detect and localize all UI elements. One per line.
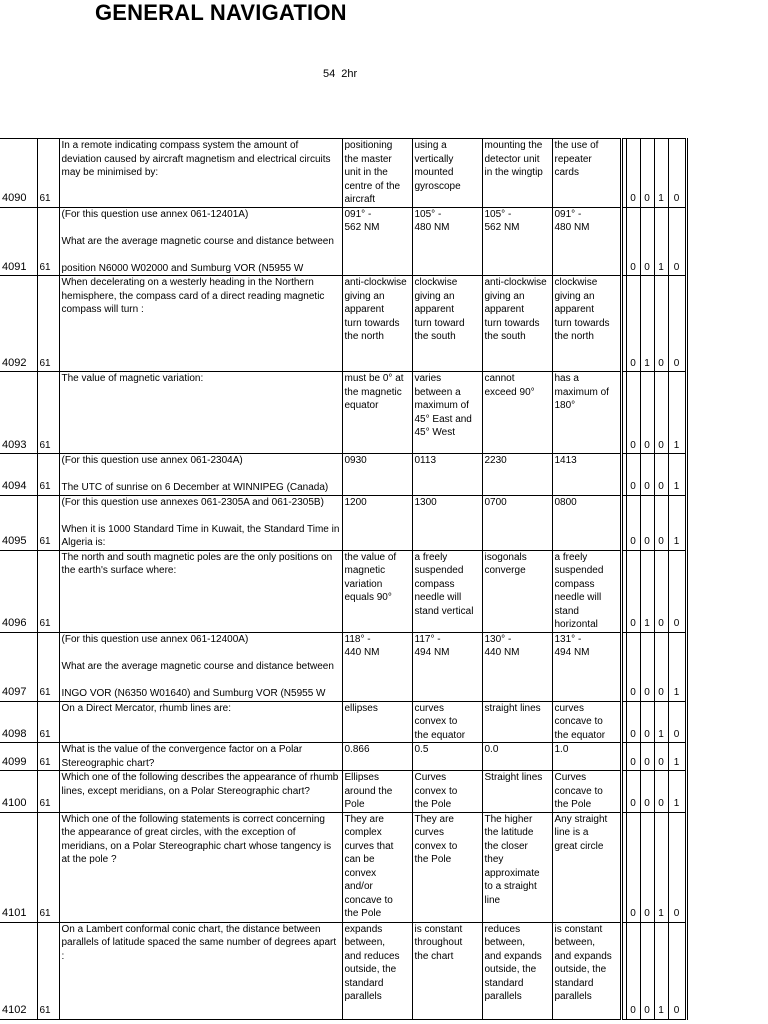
answer-option: curves concave to the equator <box>552 701 621 743</box>
answer-key-flag: 1 <box>668 771 686 813</box>
question-row <box>0 372 686 454</box>
question-row <box>0 495 686 550</box>
answer-option: isogonals converge <box>482 550 552 632</box>
question-number: 4100 <box>0 771 37 813</box>
question-number: 4094 <box>0 454 37 496</box>
subject-code: 61 <box>37 701 59 743</box>
answer-key-flag: 0 <box>640 771 654 813</box>
answer-option: a freely suspended compass needle will stand vertical <box>412 550 482 632</box>
subject-code: 61 <box>37 139 59 208</box>
answer-key-flag: 0 <box>654 372 668 454</box>
question-number: 4096 <box>0 550 37 632</box>
answer-option: mounting the detector unit in the wingtip <box>482 139 552 208</box>
answer-option: 118° - 440 NM <box>342 632 412 701</box>
answer-key-flag: 0 <box>654 495 668 550</box>
answer-key-flag: 0 <box>626 139 640 208</box>
question-row <box>0 771 686 813</box>
answer-key-flag: 0 <box>626 276 640 372</box>
question-number: 4101 <box>0 812 37 922</box>
answer-key-flag: 1 <box>668 372 686 454</box>
answer-key-flag: 1 <box>654 207 668 276</box>
subject-code: 61 <box>37 812 59 922</box>
answer-key-flag: 0 <box>668 922 686 1019</box>
answer-option: 0.866 <box>342 743 412 771</box>
question-row <box>0 276 686 372</box>
answer-key-flag: 0 <box>640 207 654 276</box>
answer-key-flag: 0 <box>668 139 686 208</box>
answer-option: Ellipses around the Pole <box>342 771 412 813</box>
answer-option: 1200 <box>342 495 412 550</box>
question-row <box>0 139 686 208</box>
question-text: When decelerating on a westerly heading in the Northern hemisphere, the compass card of a direct reading magnetic compass will turn : <box>59 276 342 372</box>
answer-option: clockwise giving an apparent turn toward the south <box>412 276 482 372</box>
question-row <box>0 812 686 922</box>
answer-key-flag: 0 <box>626 207 640 276</box>
question-number: 4102 <box>0 922 37 1019</box>
subject-code: 61 <box>37 922 59 1019</box>
question-text: (For this question use annex 061-2304A) The UTC of sunrise on 6 December at WINNIPEG (Canada) <box>59 454 342 496</box>
answer-key-flag: 0 <box>654 550 668 632</box>
answer-key-flag: 0 <box>626 632 640 701</box>
question-row <box>0 632 686 701</box>
answer-option: The higher the latitude the closer they approximate to a straight line <box>482 812 552 922</box>
answer-option: They are curves convex to the Pole <box>412 812 482 922</box>
answer-key-flag: 0 <box>640 701 654 743</box>
question-number: 4090 <box>0 139 37 208</box>
answer-option: ellipses <box>342 701 412 743</box>
answer-option: 1.0 <box>552 743 621 771</box>
answer-option: the use of repeater cards <box>552 139 621 208</box>
answer-option: Any straight line is a great circle <box>552 812 621 922</box>
question-number: 4095 <box>0 495 37 550</box>
answer-key-flag: 0 <box>640 454 654 496</box>
answer-key-flag: 0 <box>668 276 686 372</box>
questions-table <box>0 138 688 1020</box>
answer-option: 1300 <box>412 495 482 550</box>
question-number: 4099 <box>0 743 37 771</box>
answer-key-flag: 0 <box>626 372 640 454</box>
answer-key-flag: 0 <box>640 743 654 771</box>
answer-option: 0930 <box>342 454 412 496</box>
answer-option: reduces between, and expands outside, the standard parallels <box>482 922 552 1019</box>
question-row <box>0 701 686 743</box>
question-row <box>0 743 686 771</box>
subject-code: 61 <box>37 495 59 550</box>
answer-option: Curves convex to the Pole <box>412 771 482 813</box>
answer-key-flag: 0 <box>654 632 668 701</box>
subject-code: 61 <box>37 632 59 701</box>
answer-option: varies between a maximum of 45° East and 45° West <box>412 372 482 454</box>
question-row <box>0 454 686 496</box>
subject-code: 61 <box>37 550 59 632</box>
question-text: (For this question use annex 061-12401A) What are the average magnetic course and distance between position N6000 W02000 and Sumburg VOR (N5955 W <box>59 207 342 276</box>
question-text: (For this question use annex 061-12400A) What are the average magnetic course and distance between INGO VOR (N6350 W01640) and Sumburg VOR (N5955 W <box>59 632 342 701</box>
answer-option: clockwise giving an apparent turn towards the north <box>552 276 621 372</box>
answer-key-flag: 0 <box>640 812 654 922</box>
question-text: In a remote indicating compass system the amount of deviation caused by aircraft magnetism and electrical circuits may be minimised by: <box>59 139 342 208</box>
subject-code: 61 <box>37 372 59 454</box>
question-number: 4093 <box>0 372 37 454</box>
answer-key-flag: 1 <box>668 495 686 550</box>
answer-key-flag: 0 <box>668 812 686 922</box>
answer-key-flag: 0 <box>640 922 654 1019</box>
question-text: Which one of the following describes the appearance of rhumb lines, except meridians, on a Polar Stereographic chart? <box>59 771 342 813</box>
answer-key-flag: 1 <box>654 922 668 1019</box>
answer-option: expands between, and reduces outside, the standard parallels <box>342 922 412 1019</box>
question-number: 4098 <box>0 701 37 743</box>
answer-key-flag: 0 <box>654 276 668 372</box>
answer-key-flag: 0 <box>626 812 640 922</box>
answer-key-flag: 1 <box>640 550 654 632</box>
answer-key-flag: 0 <box>640 632 654 701</box>
answer-option: 091° - 480 NM <box>552 207 621 276</box>
question-text: The value of magnetic variation: <box>59 372 342 454</box>
answer-option: a freely suspended compass needle will stand horizontal <box>552 550 621 632</box>
question-number: 4092 <box>0 276 37 372</box>
answer-key-flag: 0 <box>626 495 640 550</box>
answer-key-flag: 0 <box>626 701 640 743</box>
question-text: The north and south magnetic poles are the only positions on the earth's surface where: <box>59 550 342 632</box>
answer-key-flag: 0 <box>626 922 640 1019</box>
answer-key-flag: 0 <box>626 454 640 496</box>
answer-option: 1413 <box>552 454 621 496</box>
answer-key-flag: 0 <box>654 454 668 496</box>
answer-option: Curves concave to the Pole <box>552 771 621 813</box>
answer-key-flag: 1 <box>668 743 686 771</box>
answer-option: 105° - 562 NM <box>482 207 552 276</box>
question-number: 4097 <box>0 632 37 701</box>
answer-option: positioning the master unit in the centre of the aircraft <box>342 139 412 208</box>
answer-option: 0.0 <box>482 743 552 771</box>
answer-key-flag: 0 <box>640 139 654 208</box>
question-number: 4091 <box>0 207 37 276</box>
answer-key-flag: 1 <box>640 276 654 372</box>
answer-key-flag: 1 <box>654 812 668 922</box>
answer-option: 2230 <box>482 454 552 496</box>
answer-option: has a maximum of 180° <box>552 372 621 454</box>
answer-option: 091° - 562 NM <box>342 207 412 276</box>
answer-option: the value of magnetic variation equals 90° <box>342 550 412 632</box>
answer-option: using a vertically mounted gyroscope <box>412 139 482 208</box>
answer-option: cannot exceed 90° <box>482 372 552 454</box>
answer-key-flag: 0 <box>626 743 640 771</box>
question-text: (For this question use annexes 061-2305A and 061-2305B) When it is 1000 Standard Time in Kuwait, the Standard Time in Algeria is: <box>59 495 342 550</box>
answer-option: 0800 <box>552 495 621 550</box>
answer-key-flag: 0 <box>668 207 686 276</box>
answer-key-flag: 1 <box>654 701 668 743</box>
question-text: Which one of the following statements is correct concerning the appearance of great circles, with the exception of meridians, on a Polar Stereographic chart whose tangency is at the pole ? <box>59 812 342 922</box>
subject-code: 61 <box>37 454 59 496</box>
page-title: GENERAL NAVIGATION <box>95 0 347 25</box>
question-row <box>0 922 686 1019</box>
question-text: On a Lambert conformal conic chart, the distance between parallels of latitude spaced the same number of degrees apart : <box>59 922 342 1019</box>
answer-option: 117° - 494 NM <box>412 632 482 701</box>
subject-code: 61 <box>37 207 59 276</box>
answer-key-flag: 0 <box>640 495 654 550</box>
answer-option: anti-clockwise giving an apparent turn towards the south <box>482 276 552 372</box>
subject-code: 61 <box>37 276 59 372</box>
answer-option: They are complex curves that can be convex and/or concave to the Pole <box>342 812 412 922</box>
answer-key-flag: 1 <box>654 139 668 208</box>
answer-key-flag: 0 <box>640 372 654 454</box>
answer-option: anti-clockwise giving an apparent turn towards the north <box>342 276 412 372</box>
answer-option: Straight lines <box>482 771 552 813</box>
answer-option: 0113 <box>412 454 482 496</box>
answer-option: is constant between, and expands outside, the standard parallels <box>552 922 621 1019</box>
page-subtitle: 54 2hr <box>323 68 358 80</box>
answer-key-flag: 0 <box>668 701 686 743</box>
answer-key-flag: 0 <box>626 550 640 632</box>
answer-key-flag: 1 <box>668 454 686 496</box>
answer-key-flag: 1 <box>668 632 686 701</box>
subject-code: 61 <box>37 743 59 771</box>
question-text: What is the value of the convergence factor on a Polar Stereographic chart? <box>59 743 342 771</box>
answer-key-flag: 0 <box>654 743 668 771</box>
answer-option: 131° - 494 NM <box>552 632 621 701</box>
question-text: On a Direct Mercator, rhumb lines are: <box>59 701 342 743</box>
answer-option: 0700 <box>482 495 552 550</box>
question-row <box>0 207 686 276</box>
answer-option: 0.5 <box>412 743 482 771</box>
question-row <box>0 550 686 632</box>
answer-option: 105° - 480 NM <box>412 207 482 276</box>
answer-option: curves convex to the equator <box>412 701 482 743</box>
answer-key-flag: 0 <box>668 550 686 632</box>
subject-code: 61 <box>37 771 59 813</box>
answer-option: must be 0° at the magnetic equator <box>342 372 412 454</box>
answer-option: is constant throughout the chart <box>412 922 482 1019</box>
answer-option: straight lines <box>482 701 552 743</box>
answer-key-flag: 0 <box>626 771 640 813</box>
answer-key-flag: 0 <box>654 771 668 813</box>
answer-option: 130° - 440 NM <box>482 632 552 701</box>
